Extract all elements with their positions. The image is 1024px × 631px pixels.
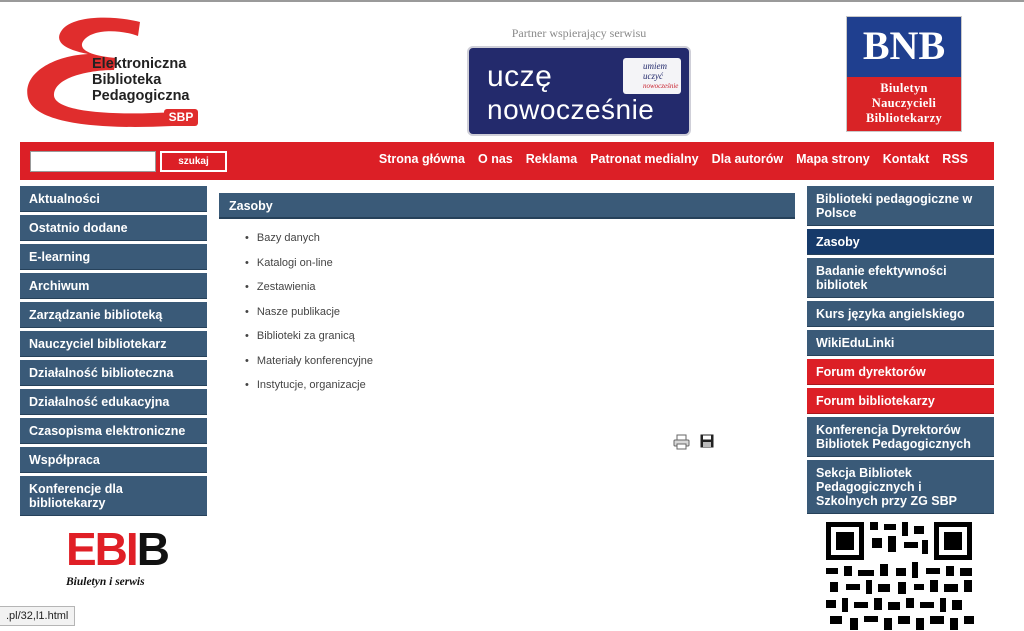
left-menu-item[interactable]: Aktualności bbox=[20, 186, 207, 212]
ebib-black-part: B bbox=[136, 523, 168, 575]
right-menu-item-active[interactable]: Zasoby bbox=[807, 229, 994, 255]
forum-link[interactable]: Forum dyrektorów bbox=[807, 359, 994, 385]
top-nav-links bbox=[379, 152, 968, 166]
logo-line-3: Pedagogiczna bbox=[92, 88, 190, 104]
bnb-line-1: Biuletyn bbox=[880, 81, 928, 95]
resource-link[interactable]: • Biblioteki za granicą bbox=[245, 330, 373, 355]
right-menu-item[interactable]: Kurs języka angielskiego bbox=[807, 301, 994, 327]
right-menu-item[interactable]: Biblioteki pedagogiczne w Polsce bbox=[807, 186, 994, 226]
nav-link-patronage[interactable]: Patronat medialny bbox=[590, 152, 699, 166]
search-input[interactable] bbox=[30, 151, 156, 172]
print-icon[interactable] bbox=[673, 434, 690, 455]
partner-banner-line-2: nowocześnie bbox=[487, 94, 655, 125]
ebib-logo-text bbox=[66, 524, 168, 574]
nav-link-authors[interactable]: Dla autorów bbox=[711, 152, 784, 166]
resource-link[interactable]: • Nasze publikacje bbox=[245, 306, 373, 331]
partner-badge-line-3: nowocześnie bbox=[643, 82, 679, 90]
resource-link[interactable]: • Instytucje, organizacje bbox=[245, 379, 373, 404]
page-title: Zasoby bbox=[219, 193, 795, 219]
right-menu-item[interactable]: WikiEduLinki bbox=[807, 330, 994, 356]
save-icon[interactable] bbox=[700, 434, 714, 455]
ebib-logo[interactable] bbox=[62, 524, 172, 596]
logo-line-1: Elektroniczna bbox=[92, 56, 187, 72]
left-menu-item[interactable]: Zarządzanie biblioteką bbox=[20, 302, 207, 328]
nav-link-sitemap[interactable]: Mapa strony bbox=[796, 152, 870, 166]
window-top-border bbox=[0, 0, 1024, 2]
partner-banner[interactable] bbox=[467, 46, 691, 136]
left-menu-item[interactable]: Działalność edukacyjna bbox=[20, 389, 207, 415]
right-sidebar bbox=[807, 186, 994, 517]
left-menu-item[interactable]: Czasopisma elektroniczne bbox=[20, 418, 207, 444]
left-sidebar bbox=[20, 186, 207, 519]
resource-link[interactable]: • Zestawienia bbox=[245, 281, 373, 306]
nav-link-rss[interactable]: RSS bbox=[942, 152, 968, 166]
browser-status-url: .pl/32,l1.html bbox=[0, 606, 75, 626]
page-tools bbox=[673, 434, 714, 455]
nav-link-home[interactable]: Strona główna bbox=[378, 152, 466, 166]
left-menu-item[interactable]: E-learning bbox=[20, 244, 207, 270]
left-menu-item[interactable]: Działalność biblioteczna bbox=[20, 360, 207, 386]
logo-line-2: Biblioteka bbox=[92, 72, 162, 88]
partner-badge-line-2: uczyć bbox=[643, 71, 663, 81]
right-menu-item[interactable]: Badanie efektywności bibliotek bbox=[807, 258, 994, 298]
nav-link-about[interactable]: O nas bbox=[478, 152, 513, 166]
left-menu-item[interactable]: Konferencje dla bibliotekarzy bbox=[20, 476, 207, 516]
left-menu-item[interactable]: Archiwum bbox=[20, 273, 207, 299]
nav-link-ads[interactable]: Reklama bbox=[525, 152, 578, 166]
right-menu-item[interactable]: Sekcja Bibliotek Pedagogicznych i Szkolnych przy ZG SBP bbox=[807, 460, 994, 514]
resource-link[interactable]: • Katalogi on-line bbox=[245, 257, 373, 282]
ebib-subtitle: Biuletyn i serwis bbox=[66, 576, 145, 588]
ebib-red-part: EBI bbox=[66, 523, 137, 575]
nav-link-contact[interactable]: Kontakt bbox=[882, 152, 930, 166]
qr-code bbox=[826, 522, 974, 631]
resource-link[interactable]: • Bazy danych bbox=[245, 232, 373, 257]
partner-badge-line-1: umiem bbox=[643, 61, 667, 71]
ebp-logo[interactable] bbox=[22, 16, 202, 132]
resource-list bbox=[245, 232, 373, 404]
left-menu-item[interactable]: Współpraca bbox=[20, 447, 207, 473]
logo-sbp-badge: SBP bbox=[164, 109, 198, 126]
bnb-title: BNB bbox=[847, 17, 961, 77]
forum-link[interactable]: Forum bibliotekarzy bbox=[807, 388, 994, 414]
bnb-logo[interactable] bbox=[846, 16, 962, 132]
bnb-subtitle bbox=[847, 77, 961, 131]
bnb-line-3: Bibliotekarzy bbox=[865, 111, 943, 125]
bnb-line-2: Nauczycieli bbox=[871, 96, 937, 110]
partner-badge bbox=[623, 58, 681, 94]
partner-caption: Partner wspierający serwisu bbox=[511, 26, 647, 40]
search-button[interactable]: szukaj bbox=[160, 151, 227, 172]
top-navbar bbox=[20, 142, 994, 180]
resource-link[interactable]: • Materiały konferencyjne bbox=[245, 355, 373, 380]
left-menu-item[interactable]: Nauczyciel bibliotekarz bbox=[20, 331, 207, 357]
partner-banner-line-1: uczę bbox=[487, 60, 553, 93]
right-menu-item[interactable]: Konferencja Dyrektorów Bibliotek Pedagogicznych bbox=[807, 417, 994, 457]
left-menu-item[interactable]: Ostatnio dodane bbox=[20, 215, 207, 241]
